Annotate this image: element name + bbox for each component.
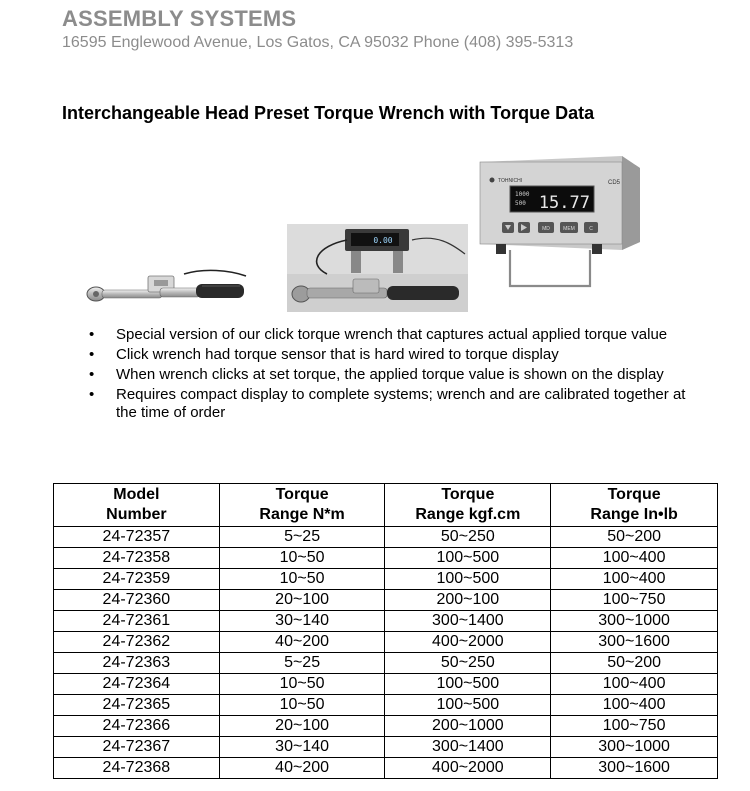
range-inlb-cell: 300~1600	[551, 758, 718, 779]
table-row	[54, 632, 718, 653]
svg-text:MD: MD	[542, 226, 550, 232]
table-row	[54, 548, 718, 569]
svg-text:0.00: 0.00	[373, 236, 393, 245]
range-kgfcm-cell: 400~2000	[385, 632, 551, 653]
header-model-number: Model Number	[54, 484, 220, 527]
svg-text:MEM: MEM	[563, 226, 575, 232]
header-range-inlb: Torque Range In•lb	[551, 484, 718, 527]
table-row	[54, 653, 718, 674]
model-number-cell: 24-72362	[54, 632, 220, 653]
range-kgfcm-cell: 50~250	[385, 653, 551, 674]
range-inlb-cell: 300~1000	[551, 737, 718, 758]
range-kgfcm-cell: 100~500	[385, 548, 551, 569]
feature-list	[84, 326, 694, 424]
range-nm-cell: 20~100	[219, 716, 385, 737]
range-kgfcm-cell: 100~500	[385, 674, 551, 695]
table-row	[54, 590, 718, 611]
model-number-cell: 24-72368	[54, 758, 220, 779]
table-row	[54, 527, 718, 548]
header-range-nm: Torque Range N*m	[219, 484, 385, 527]
header-range-kgfcm: Torque Range kgf.cm	[385, 484, 551, 527]
range-nm-cell: 10~50	[219, 569, 385, 590]
table-row	[54, 737, 718, 758]
specifications-table	[53, 483, 718, 779]
range-kgfcm-cell: 100~500	[385, 569, 551, 590]
model-number-cell: 24-72359	[54, 569, 220, 590]
range-nm-cell: 40~200	[219, 758, 385, 779]
range-nm-cell: 20~100	[219, 590, 385, 611]
range-nm-cell: 10~50	[219, 695, 385, 716]
model-number-cell: 24-72357	[54, 527, 220, 548]
range-kgfcm-cell: 400~2000	[385, 758, 551, 779]
range-inlb-cell: 100~750	[551, 590, 718, 611]
range-kgfcm-cell: 200~100	[385, 590, 551, 611]
svg-text:CD5: CD5	[608, 180, 621, 186]
range-kgfcm-cell: 50~250	[385, 527, 551, 548]
range-nm-cell: 30~140	[219, 737, 385, 758]
wrench-with-display-image	[287, 224, 468, 312]
range-inlb-cell: 100~400	[551, 674, 718, 695]
model-number-cell: 24-72364	[54, 674, 220, 695]
svg-text:1000: 1000	[515, 191, 530, 198]
company-address: 16595 Englewood Avenue, Los Gatos, CA 95032 Phone (408) 395-5313	[62, 34, 574, 51]
model-number-cell: 24-72361	[54, 611, 220, 632]
range-nm-cell: 10~50	[219, 674, 385, 695]
range-kgfcm-cell: 300~1400	[385, 737, 551, 758]
table-row	[54, 569, 718, 590]
company-name: ASSEMBLY SYSTEMS	[62, 6, 297, 31]
range-inlb-cell: 100~400	[551, 695, 718, 716]
feature-item: • Special version of our click torque wrench that captures actual applied torque value	[89, 326, 668, 343]
svg-text:15.77: 15.77	[538, 193, 590, 213]
model-number-cell: 24-72365	[54, 695, 220, 716]
range-inlb-cell: 100~750	[551, 716, 718, 737]
table-header-row	[54, 484, 718, 527]
model-number-cell: 24-72363	[54, 653, 220, 674]
range-inlb-cell: 100~400	[551, 569, 718, 590]
range-inlb-cell: 50~200	[551, 527, 718, 548]
model-number-cell: 24-72360	[54, 590, 220, 611]
svg-text:500: 500	[515, 200, 526, 207]
table-row	[54, 695, 718, 716]
torque-display-unit-image	[472, 146, 662, 308]
torque-wrench-image	[84, 262, 252, 310]
table-row	[54, 611, 718, 632]
range-nm-cell: 40~200	[219, 632, 385, 653]
table-row	[54, 716, 718, 737]
range-kgfcm-cell: 300~1400	[385, 611, 551, 632]
range-inlb-cell: 50~200	[551, 653, 718, 674]
range-nm-cell: 5~25	[219, 527, 385, 548]
range-inlb-cell: 300~1000	[551, 611, 718, 632]
range-nm-cell: 30~140	[219, 611, 385, 632]
table-row	[54, 758, 718, 779]
range-nm-cell: 10~50	[219, 548, 385, 569]
range-kgfcm-cell: 100~500	[385, 695, 551, 716]
page-title: Interchangeable Head Preset Torque Wrench with Torque Data	[62, 103, 595, 123]
feature-item: • Requires compact display to complete systems; wrench and are calibrated together at the time of order	[89, 386, 686, 421]
model-number-cell: 24-72366	[54, 716, 220, 737]
range-kgfcm-cell: 200~1000	[385, 716, 551, 737]
svg-text:C: C	[589, 226, 593, 232]
feature-item: • Click wrench had torque sensor that is hard wired to torque display	[89, 346, 559, 363]
feature-item: • When wrench clicks at set torque, the applied torque value is shown on the display	[89, 366, 664, 383]
range-inlb-cell: 100~400	[551, 548, 718, 569]
table-row	[54, 674, 718, 695]
range-inlb-cell: 300~1600	[551, 632, 718, 653]
model-number-cell: 24-72367	[54, 737, 220, 758]
range-nm-cell: 5~25	[219, 653, 385, 674]
svg-text:TOHNICHI: TOHNICHI	[498, 178, 523, 184]
model-number-cell: 24-72358	[54, 548, 220, 569]
